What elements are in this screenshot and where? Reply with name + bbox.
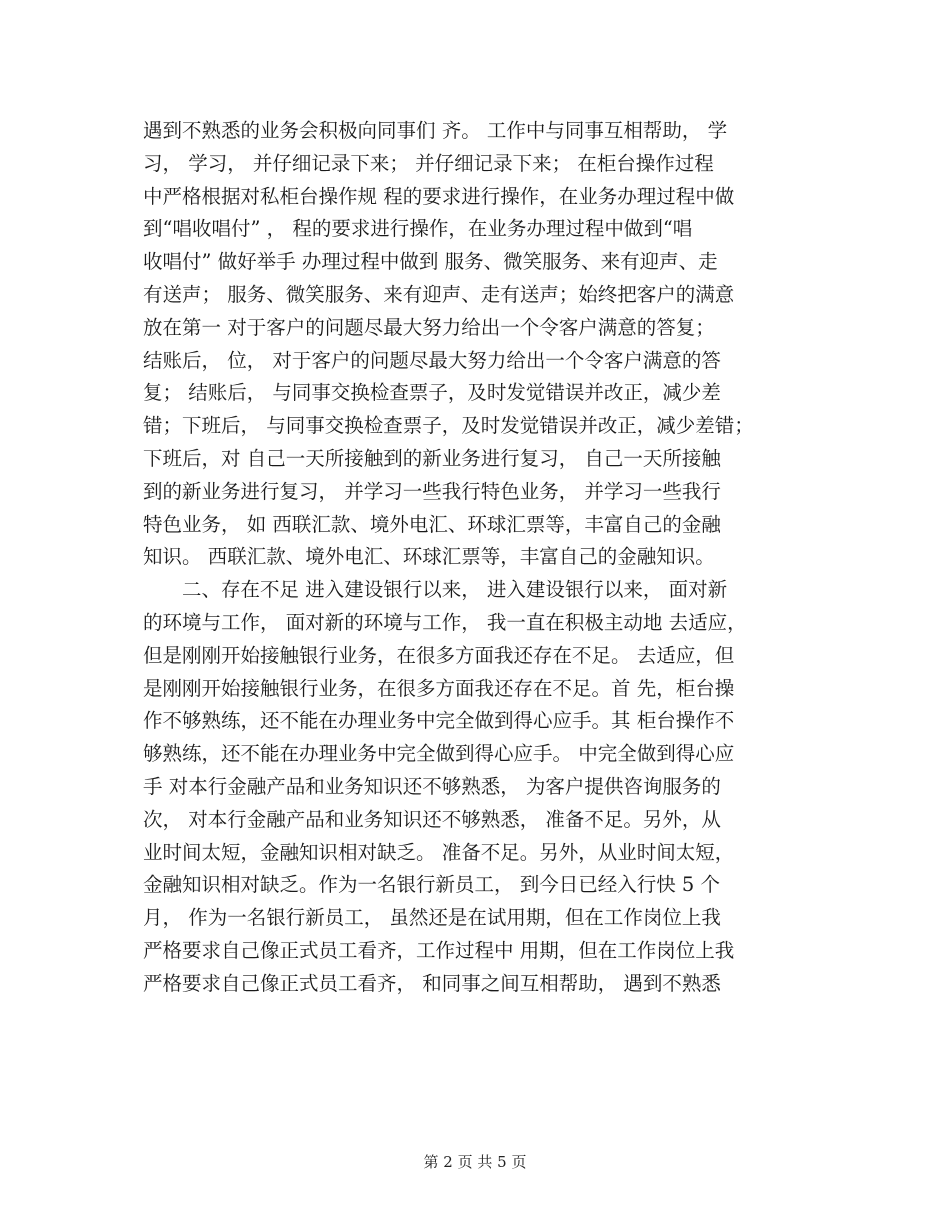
text-line: 严格要求自己像正式员工看齐， 和同事之间互相帮助， 遇到不熟悉 bbox=[143, 971, 721, 995]
text-line: 作不够熟练，还不能在办理业务中完全做到得心应手。其 柜台操作不 bbox=[143, 709, 735, 733]
text-line: 金融知识相对缺乏。作为一名银行新员工， 到今日已经入行快 5 个 bbox=[143, 873, 721, 897]
text-line: 错；下班后， 与同事交换检查票子，及时发觉错误并改正，减少差错； bbox=[143, 414, 754, 438]
text-line: 是刚刚开始接触银行业务，在很多方面我还存在不足。首 先，柜台操 bbox=[143, 676, 735, 700]
text-line: 的环境与工作， 面对新的环境与工作， 我一直在积极主动地 去适应， bbox=[143, 610, 747, 634]
text-line: 到的新业务进行复习， 并学习一些我行特色业务， 并学习一些我行 bbox=[143, 479, 721, 503]
text-line: 复； 结账后， 与同事交换检查票子，及时发觉错误并改正，减少差 bbox=[143, 381, 721, 405]
text-line: 业时间太短，金融知识相对缺乏。 准备不足。另外，从业时间太短， bbox=[143, 840, 735, 864]
text-line: 结账后， 位， 对于客户的问题尽最大努力给出一个令客户满意的答 bbox=[143, 348, 721, 372]
text-line: 手 对本行金融产品和业务知识还不够熟悉， 为客户提供咨询服务的 bbox=[143, 774, 721, 798]
text-line: 下班后，对 自己一天所接触到的新业务进行复习， 自己一天所接触 bbox=[143, 446, 721, 470]
text-line: 次， 对本行金融产品和业务知识还不够熟悉， 准备不足。另外，从 bbox=[143, 807, 721, 831]
text-line: 知识。 西联汇款、境外电汇、环球汇票等，丰富自己的金融知识。 bbox=[143, 545, 715, 569]
text-line: 有送声； 服务、微笑服务、来有迎声、走有送声；始终把客户的满意 bbox=[143, 282, 735, 306]
text-line: 中严格根据对私柜台操作规 程的要求进行操作，在业务办理过程中做 bbox=[143, 184, 735, 208]
text-line: 严格要求自己像正式员工看齐，工作过程中 用期，但在工作岗位上我 bbox=[143, 938, 735, 962]
text-line: 二、存在不足 进入建设银行以来， 进入建设银行以来， 面对新 bbox=[143, 578, 728, 602]
body-text bbox=[143, 115, 823, 1001]
page-number-footer: 第 2 页 共 5 页 bbox=[423, 1153, 527, 1171]
text-line: 但是刚刚开始接触银行业务，在很多方面我还存在不足。 去适应，但 bbox=[143, 643, 735, 667]
text-line: 遇到不熟悉的业务会积极向同事们 齐。 工作中与同事互相帮助， 学 bbox=[143, 119, 728, 142]
text-line: 放在第一 对于客户的问题尽最大努力给出一个令客户满意的答复； bbox=[143, 315, 715, 339]
text-line: 到“唱收唱付” ， 程的要求进行操作，在业务办理过程中做到“唱 bbox=[143, 217, 693, 241]
text-line: 月， 作为一名银行新员工， 虽然还是在试用期，但在工作岗位上我 bbox=[143, 906, 721, 930]
text-line: 够熟练，还不能在办理业务中完全做到得心应手。 中完全做到得心应 bbox=[143, 742, 735, 766]
text-line: 特色业务， 如 西联汇款、境外电汇、环球汇票等，丰富自己的金融 bbox=[143, 512, 721, 536]
text-line: 习， 学习， 并仔细记录下来； 并仔细记录下来； 在柜台操作过程 bbox=[143, 151, 714, 175]
text-line: 收唱付” 做好举手 办理过程中做到 服务、微笑服务、来有迎声、走 bbox=[143, 250, 718, 274]
